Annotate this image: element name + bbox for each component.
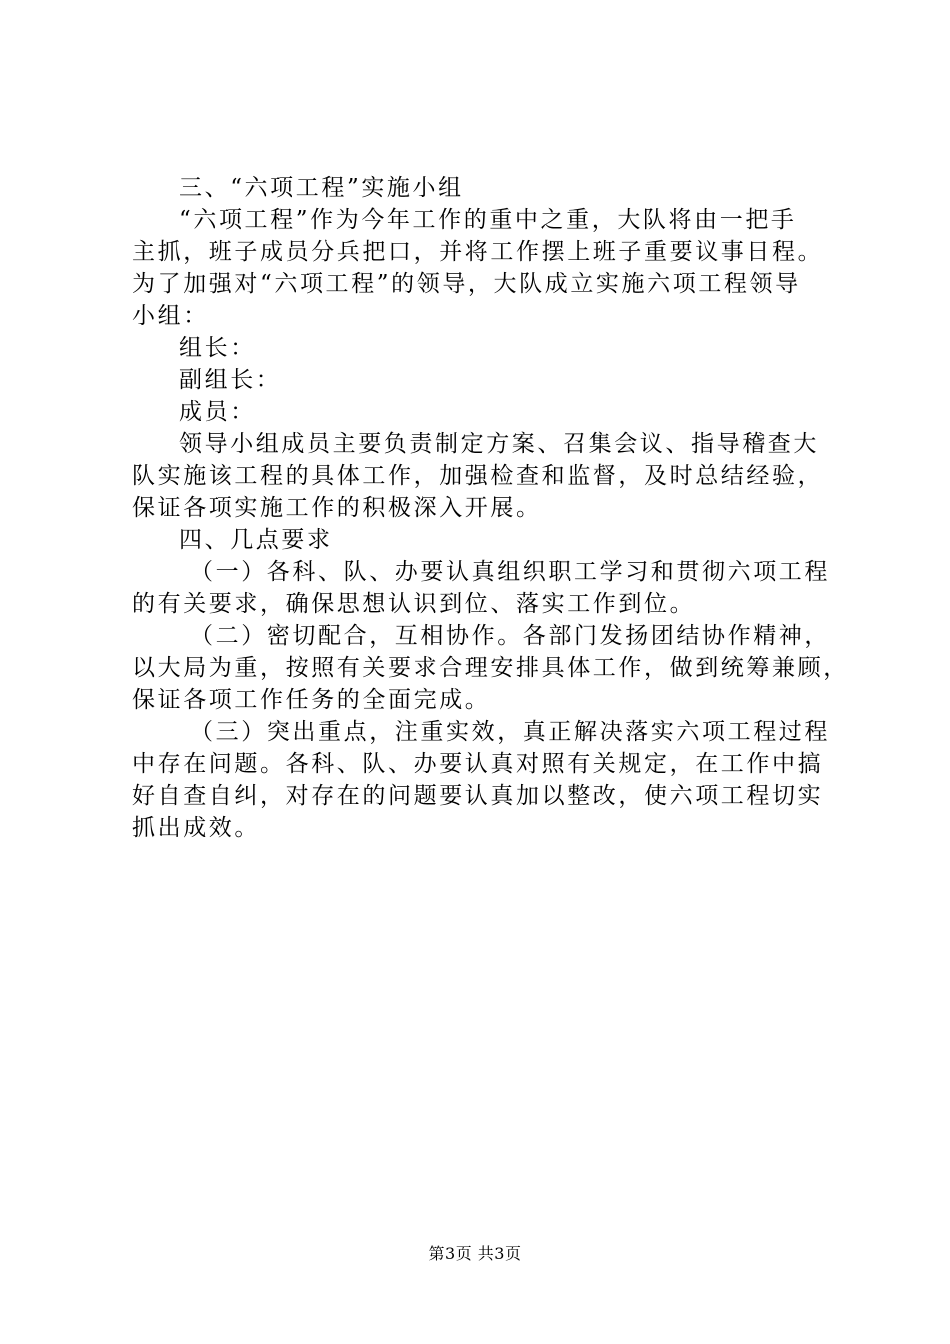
paragraph-line: 队实施该工程的具体工作，加强检查和监督，及时总结经验， <box>132 463 824 489</box>
deputy-leader-label: 副组长： <box>179 367 282 393</box>
group-leader-label: 组长： <box>179 335 256 361</box>
requirement-1-line: （一）各科、队、办要认真组织职工学习和贯彻六项工程 <box>190 559 830 585</box>
requirement-3-line: （三）突出重点，注重实效，真正解决落实六项工程过程 <box>190 719 830 745</box>
document-body <box>132 172 849 844</box>
paragraph-line: 小组： <box>132 303 209 329</box>
paragraph-line: 主抓，班子成员分兵把口，并将工作摆上班子重要议事日程。 <box>132 239 824 265</box>
requirement-2-line: 以大局为重，按照有关要求合理安排具体工作，做到统筹兼顾， <box>132 655 849 681</box>
members-label: 成员： <box>179 399 256 425</box>
requirement-3-line: 抓出成效。 <box>132 815 260 841</box>
requirement-2-line: （二）密切配合，互相协作。各部门发扬团结协作精神， <box>190 623 830 649</box>
paragraph-line: 领导小组成员主要负责制定方案、召集会议、指导稽查大 <box>179 431 819 457</box>
paragraph-line: 保证各项实施工作的积极深入开展。 <box>132 495 542 521</box>
paragraph-line: “六项工程”作为今年工作的重中之重，大队将由一把手 <box>179 207 797 233</box>
section-heading-3: 三、“六项工程”实施小组 <box>179 175 464 201</box>
requirement-3-line: 中存在问题。各科、队、办要认真对照有关规定，在工作中搞 <box>132 751 824 777</box>
paragraph-line: 为了加强对“六项工程”的领导，大队成立实施六项工程领导 <box>132 271 801 297</box>
requirement-3-line: 好自查自纠，对存在的问题要认真加以整改，使六项工程切实 <box>132 783 824 809</box>
page-number-footer: 第3页 共3页 <box>428 1244 522 1263</box>
requirement-1-line: 的有关要求，确保思想认识到位、落实工作到位。 <box>132 591 696 617</box>
section-heading-4: 四、几点要求 <box>179 527 333 553</box>
requirement-2-line: 保证各项工作任务的全面完成。 <box>132 687 491 713</box>
